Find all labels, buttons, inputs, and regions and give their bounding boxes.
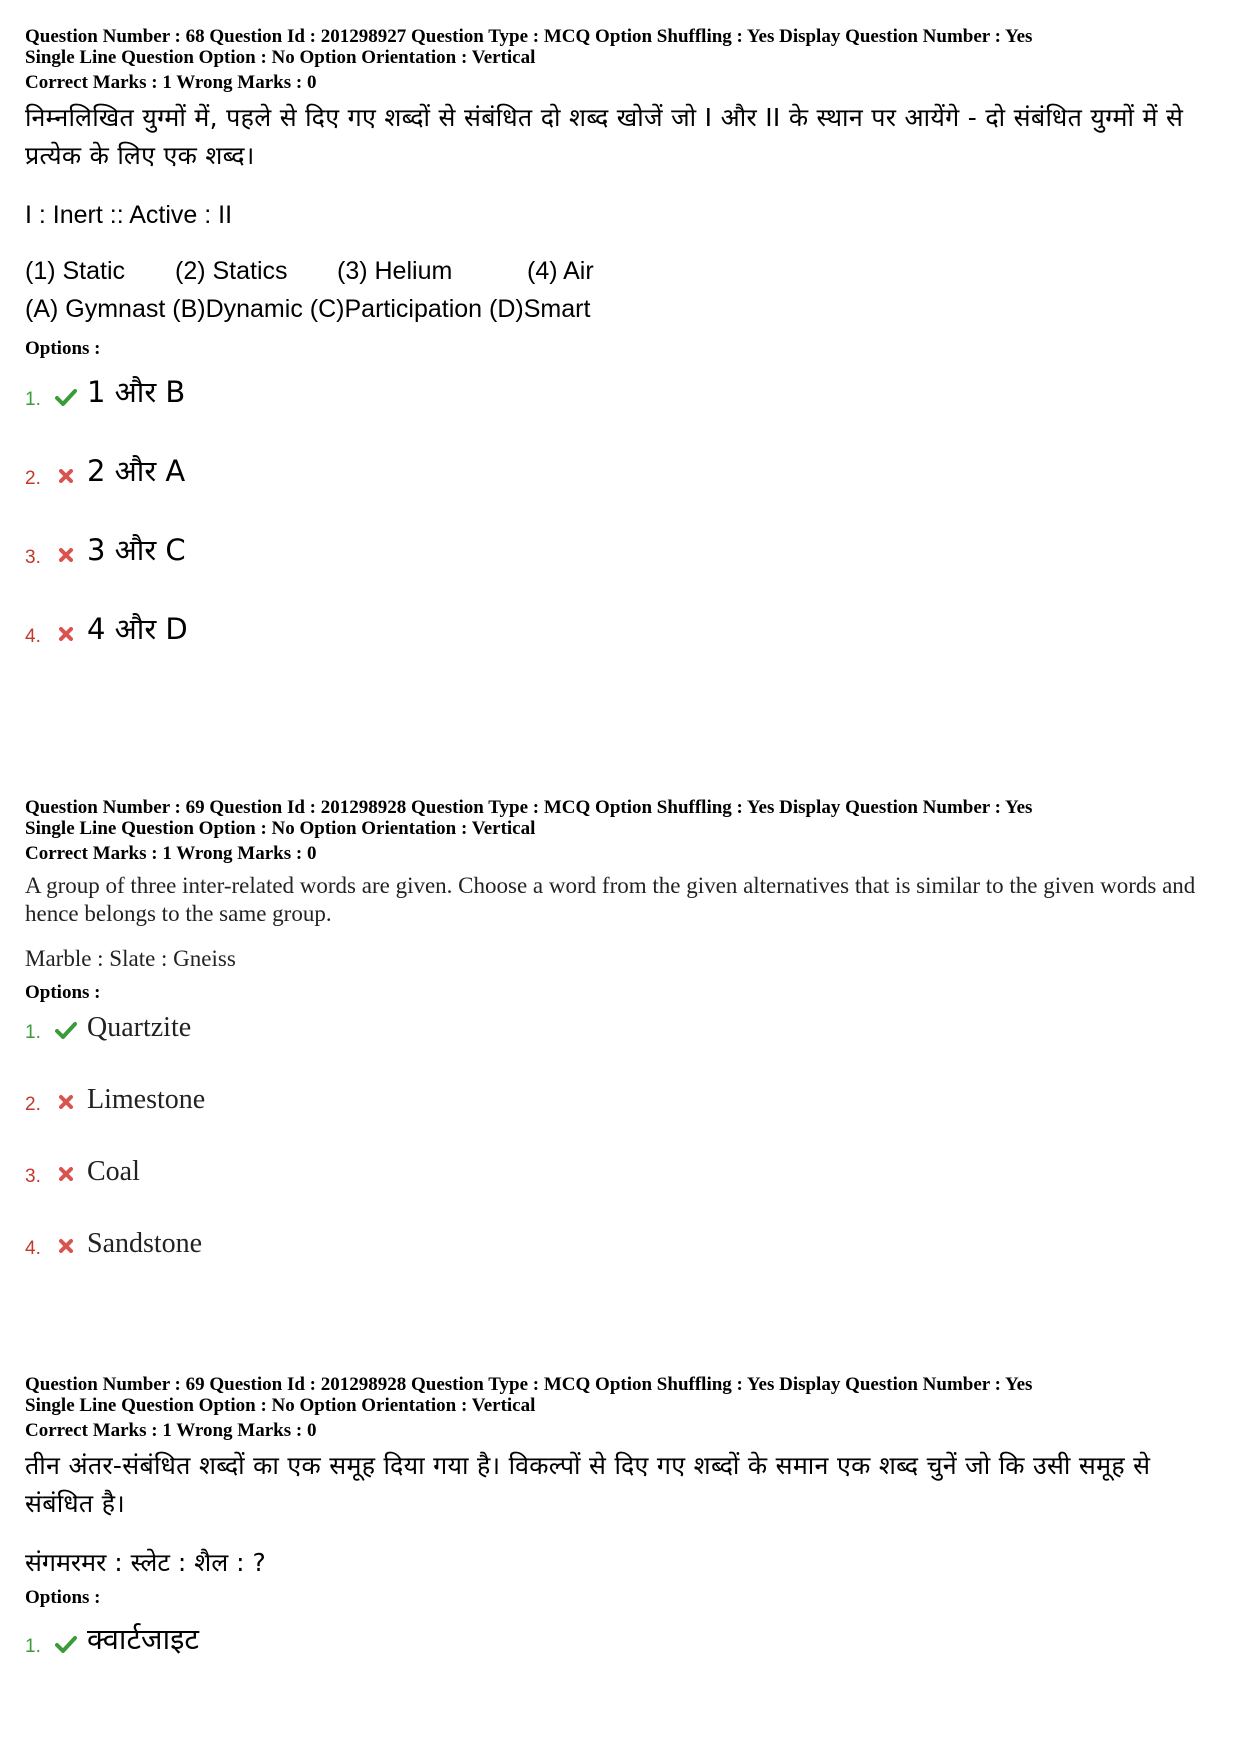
option-2[interactable] <box>25 451 1215 490</box>
question-69-english <box>25 797 1215 1260</box>
option-4[interactable] <box>25 1228 1215 1260</box>
cross-icon <box>51 1232 81 1260</box>
question-meta-line1: Question Number : 69 Question Id : 201298928 Question Type : MCQ Option Shuffling : Yes Display Question Number : Yes <box>25 1374 1033 1395</box>
item: (3) Helium <box>337 257 453 285</box>
question-items <box>25 252 1215 328</box>
option-number: 1. <box>25 1022 41 1043</box>
question-meta-line2: Single Line Question Option : No Option Orientation : Vertical <box>25 1395 536 1416</box>
item: (B)Dynamic <box>172 295 303 323</box>
question-body: तीन अंतर-संबंधित शब्दों का एक समूह दिया गया है। विकल्पों से दिए गए शब्दों के समान एक शब्द चुनें जो कि उसी समूह से संबंधित है। <box>25 1451 1151 1518</box>
question-68 <box>25 26 1215 648</box>
item: (1) Static <box>25 257 126 285</box>
options-label: Options : <box>25 1587 101 1608</box>
option-number: 4. <box>25 626 41 647</box>
question-stem: Marble : Slate : Gneiss <box>25 946 236 971</box>
items-row-1 <box>25 252 1215 290</box>
items-row-2 <box>25 290 1215 328</box>
question-pair: I : Inert :: Active : II <box>25 201 233 229</box>
option-number: 3. <box>25 547 41 568</box>
option-text: 3 और C <box>87 533 186 567</box>
check-icon <box>51 1016 81 1044</box>
option-1[interactable] <box>25 1619 1215 1658</box>
question-meta-line2: Single Line Question Option : No Option Orientation : Vertical <box>25 818 536 839</box>
check-icon <box>51 1630 81 1658</box>
cross-icon <box>51 462 81 490</box>
question-meta-line1: Question Number : 69 Question Id : 201298928 Question Type : MCQ Option Shuffling : Yes Display Question Number : Yes <box>25 797 1033 818</box>
cross-icon <box>51 541 81 569</box>
option-text: 4 और D <box>87 612 188 646</box>
cross-icon <box>51 1088 81 1116</box>
item: (D)Smart <box>489 295 591 323</box>
option-number: 1. <box>25 1636 41 1657</box>
option-text: 2 और A <box>87 454 186 488</box>
cross-icon <box>51 1160 81 1188</box>
options-label: Options : <box>25 982 101 1003</box>
question-69-hindi <box>25 1374 1215 1658</box>
question-body: निम्नलिखित युग्मों में, पहले से दिए गए शब्दों से संबंधित दो शब्द खोजें जो I और II के स्थान पर आयेंगे - दो संबंधित युग्मों में से प्रत्येक के लिए एक शब्द। <box>25 103 1184 170</box>
item: (A) Gymnast <box>25 295 166 323</box>
question-stem: संगमरमर : स्लेट : शैल : ? <box>25 1548 266 1577</box>
item: (4) Air <box>527 257 594 285</box>
item: (C)Participation <box>309 295 483 323</box>
option-number: 2. <box>25 1094 41 1115</box>
option-3[interactable] <box>25 530 1215 569</box>
option-text: Quartzite <box>87 1012 192 1043</box>
option-text: Coal <box>87 1156 140 1187</box>
option-number: 3. <box>25 1166 41 1187</box>
option-text: Limestone <box>87 1084 206 1115</box>
option-4[interactable] <box>25 609 1215 648</box>
check-icon <box>51 383 81 411</box>
item: (2) Statics <box>175 257 288 285</box>
question-marks: Correct Marks : 1 Wrong Marks : 0 <box>25 843 317 864</box>
option-1[interactable] <box>25 372 1215 411</box>
question-meta-line2: Single Line Question Option : No Option Orientation : Vertical <box>25 47 536 68</box>
option-number: 4. <box>25 1238 41 1259</box>
option-number: 1. <box>25 389 41 410</box>
option-3[interactable] <box>25 1156 1215 1188</box>
cross-icon <box>51 620 81 648</box>
question-meta-line1: Question Number : 68 Question Id : 201298927 Question Type : MCQ Option Shuffling : Yes Display Question Number : Yes <box>25 26 1033 47</box>
question-marks: Correct Marks : 1 Wrong Marks : 0 <box>25 72 317 93</box>
option-2[interactable] <box>25 1084 1215 1116</box>
option-text: Sandstone <box>87 1228 203 1259</box>
option-1[interactable] <box>25 1012 1215 1044</box>
option-text: 1 और B <box>87 375 186 409</box>
question-marks: Correct Marks : 1 Wrong Marks : 0 <box>25 1420 317 1441</box>
option-text: क्वार्टजाइट <box>87 1622 199 1656</box>
options-label: Options : <box>25 338 101 359</box>
option-number: 2. <box>25 468 41 489</box>
question-body: A group of three inter-related words are given. Choose a word from the given alternatives that is similar to the given words and hence belongs to the same group. <box>25 873 1196 926</box>
